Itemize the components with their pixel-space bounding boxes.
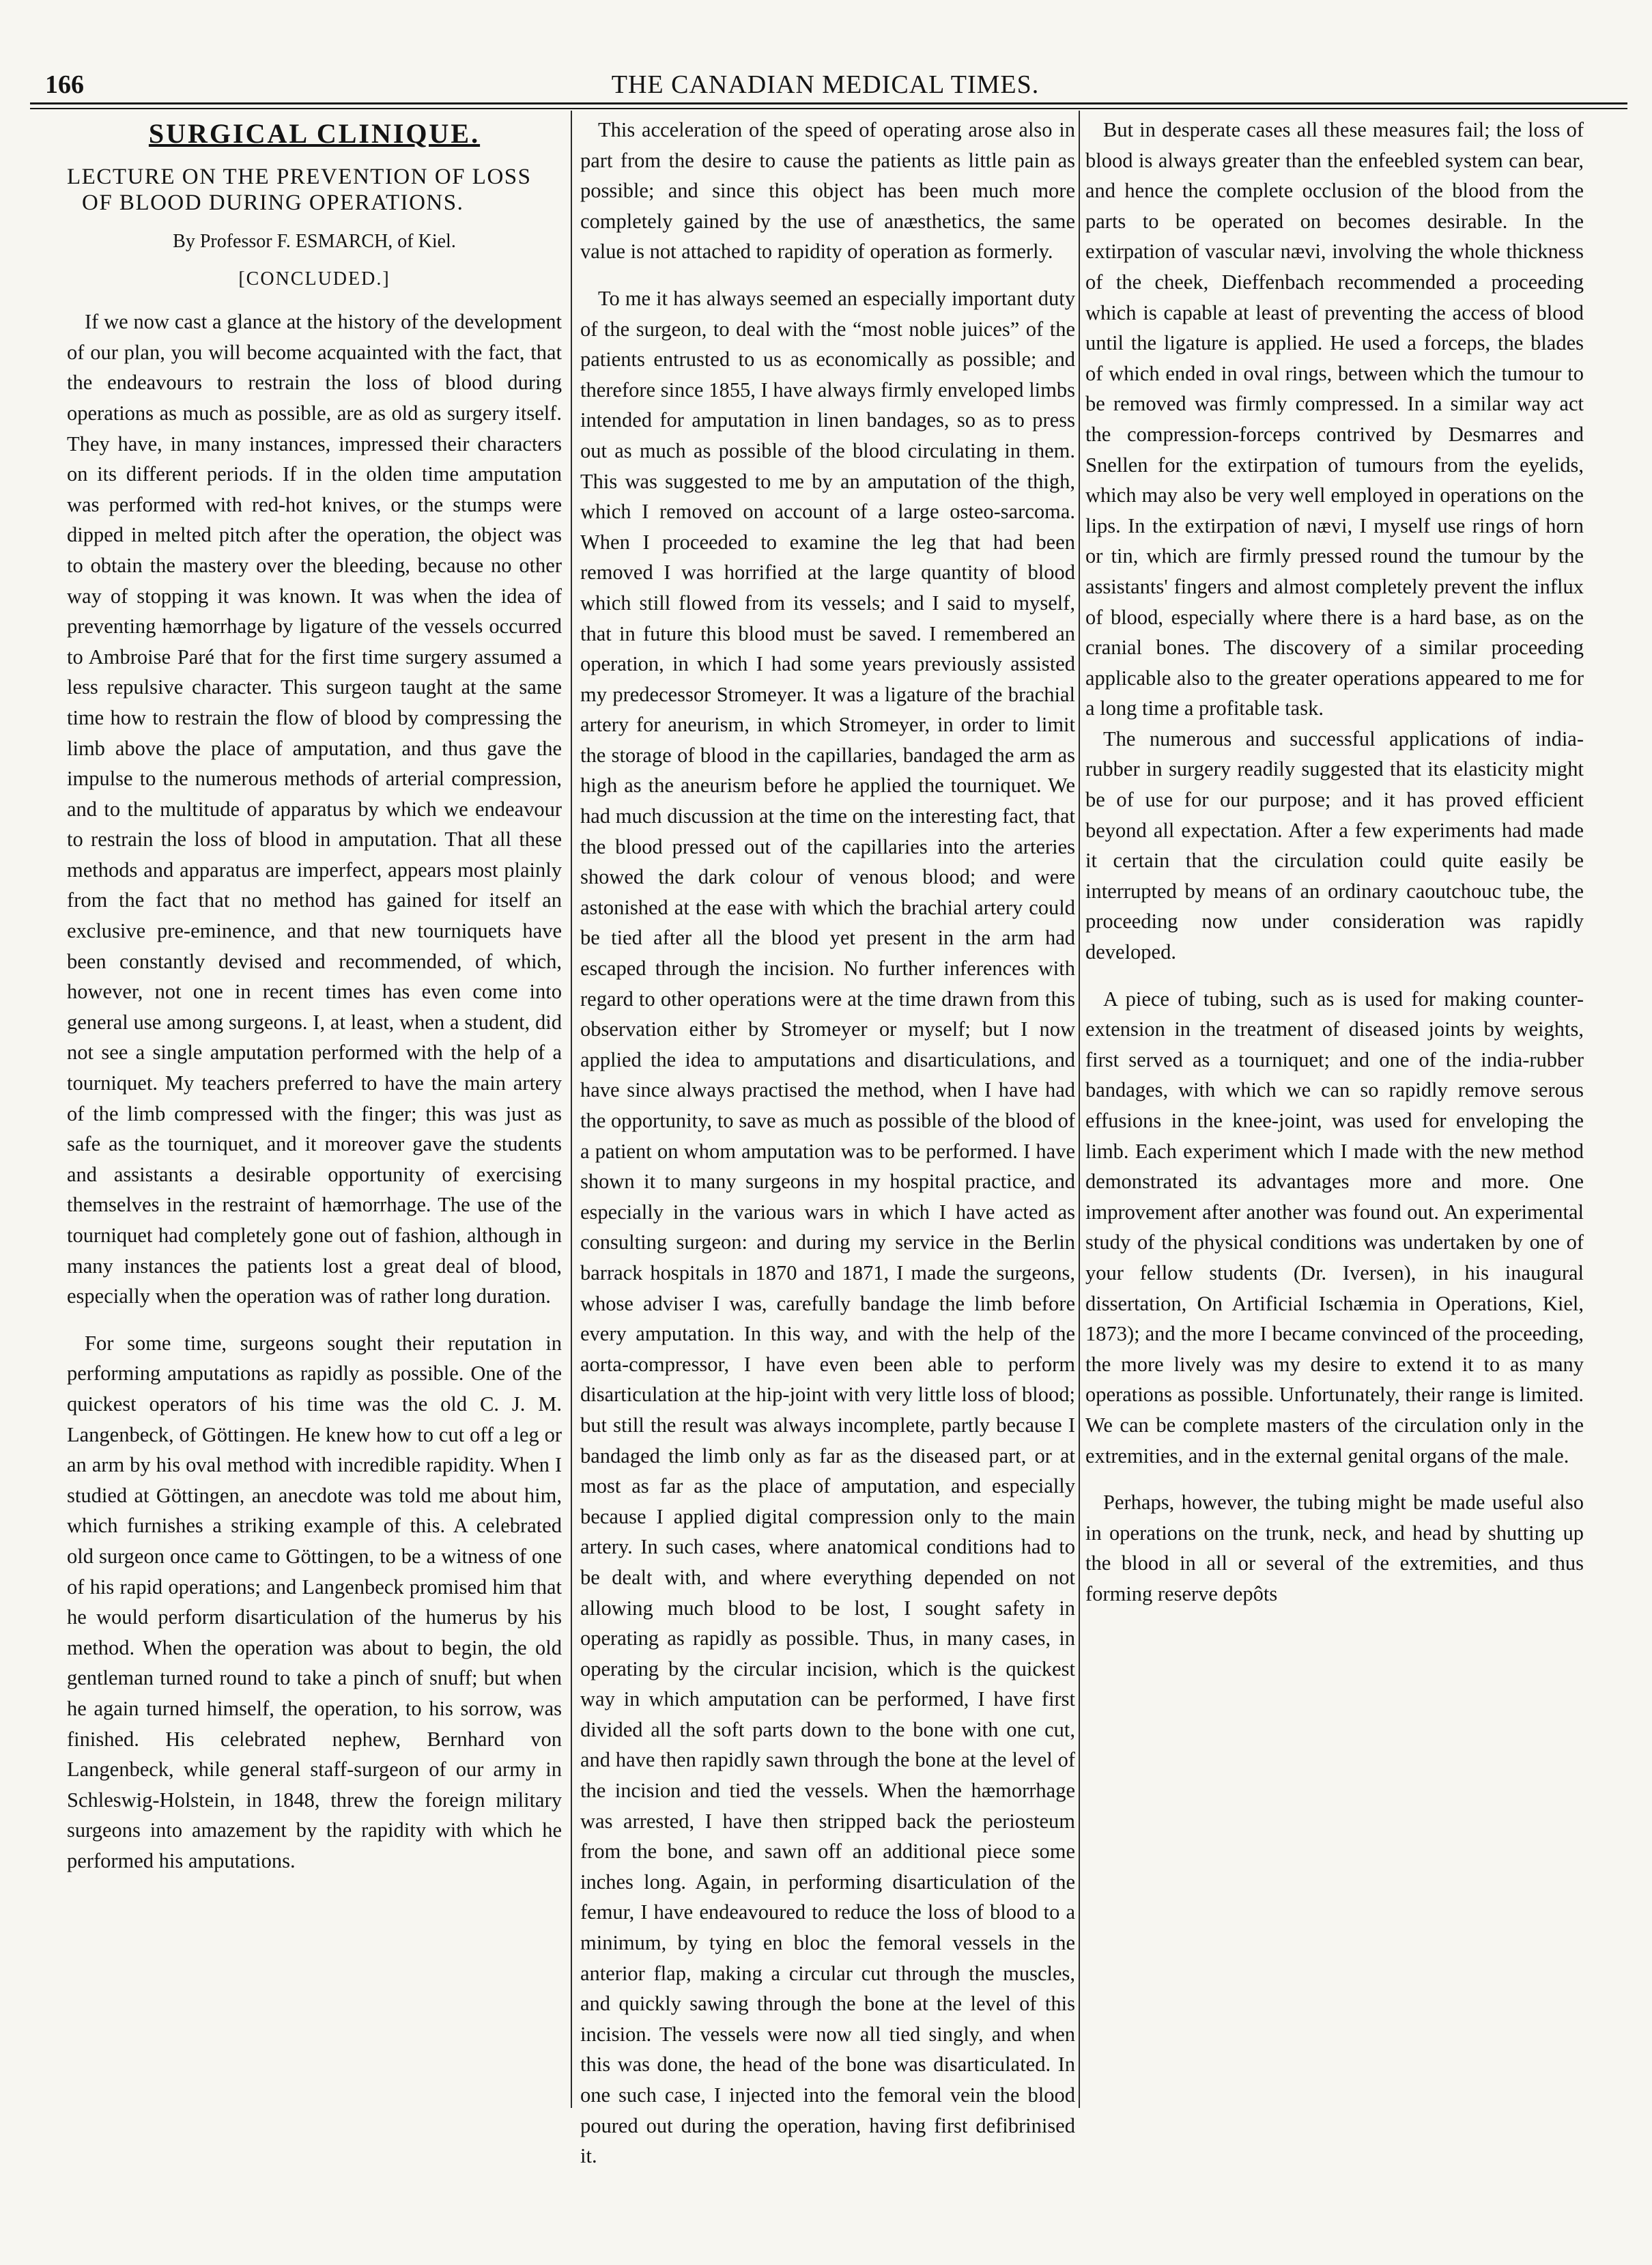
paragraph: A piece of tubing, such as is used for making counter-extension in the treatment of diseased joints by weights, first served as a tourniquet; and one of the india-rubber bandages, with which we can so rapidly remove serous effusions in the knee-joint, was used for enveloping the limb. Each experiment which I made with the new method demonstrated its advantages more and more. One improvement after another was found out. An experimental study of the physical conditions was undertaken by one of your fellow students (Dr. Iversen), in his inaugural dissertation, On Artificial Ischæmia in Operations, Kiel, 1873); and the more I became convinced of the proceeding, the more lively was my desire to extend it to as many operations as possible. Unfortunately, their range is limited. We can be complete masters of the circulation only in the extremities, and in the external genital organs of the male. — [1085, 987, 1584, 1467]
paragraph: But in desperate cases all these measures fail; the loss of blood is always greater than the enfeebled system can bear, and hence the complete occlusion of the blood from the parts to be operated on becomes desirable. In the extirpation of vascular nævi, involving the whole thickness of the cheek, Dieffenbach recommended a proceeding which is capable at least of preventing the access of blood until the ligature is applied. He used a forceps, the blades of which ended in oval rings, between which the tumour to be removed was firmly compressed. In a similar way act the compression-forceps contrived by Desmarres and Snellen for the extirpation of tumours from the eyelids, which may also be very well employed in operations on the lips. In the extirpation of nævi, I myself use rings of horn or tin, which are firmly pressed round the tumour by the assistants' fingers and almost completely prevent the influx of blood, especially where there is a hard base, as on the cranial bones. The discovery of a similar proceeding applicable also to the greater operations appeared to me for a long time a profitable task. — [1085, 118, 1584, 720]
header-rule-double — [30, 108, 1627, 109]
header-rule — [30, 102, 1627, 104]
column-divider — [1079, 111, 1080, 2108]
column-3 — [1085, 115, 1584, 2115]
paragraph: To me it has always seemed an especially important duty of the surgeon, to deal with the “most noble juices” of the patients entrusted to us as economically as possible; and therefore since 1855, I have always firmly enveloped limbs intended for amputation in linen bandages, so as to press out as much as possible of the blood circulating in them. This was suggested to me by an amputation of the thigh, which I removed on account of a large osteo-sarcoma. When I proceeded to examine the leg that had been removed I was horrified at the large quantity of blood which still flowed from its vessels; and I said to myself, that in future this blood must be saved. I remembered an operation, in which I had some years previously assisted my predecessor Stromeyer. It was a ligature of the brachial artery for aneurism, in which Stromeyer, in order to limit the storage of blood in the capillaries, bandaged the arm as high as the aneurism before he applied the tourniquet. We had much discussion at the time on the interesting fact, that the blood pressed out of the capillaries into the arteries showed the dark colour of venous blood; and were astonished at the ease with which the brachial artery could be tied after all the blood yet present in the arm had escaped through the incision. No further inferences with regard to other operations were at the time drawn from this observation either by Stromeyer or myself; but I now applied the idea to amputations and disarticulations, and have since always practised the method, when I have had the opportunity, to save as much as possible of the blood of a patient on whom amputation was to be performed. I have shown it to many surgeons in my hospital practice, and especially in the various wars in which I have acted as consulting surgeon: and during my service in the Berlin barrack hospitals in 1870 and 1871, I made the surgeons, whose adviser I was, carefully bandage the limb before every amputation. In this way, and with the help of the aorta-compressor, I have even been able to perform disarticulation at the hip-joint with very little loss of blood; but still the result was always incomplete, partly because I bandaged the limb only as far as the diseased part, or at most as far as the place of amputation, and especially because I applied digital compression only to the main artery. In such cases, where anatomical conditions had to be dealt with, and where everything depended on not allowing much blood to be lost, I sought safety in operating as rapidly as possible. Thus, in many cases, in operating by the circular incision, which is the quickest way in which amputation can be performed, I have first divided all the soft parts down to the bone with one cut, and have then rapidly sawn through the bone at the level of the incision and tied the vessels. When the hæmorrhage was arrested, I have then stripped back the periosteum from the bone, and sawn off an additional piece some inches long. Again, in performing disarticulation of the femur, I have endeavoured to reduce the loss of blood to a minimum, by tying en bloc the femoral vessels in the anterior flap, making a circular cut through the muscles, and quickly sawing through the bone at the level of this incision. The vessels were now all tied singly, and when this was done, the head of the bone was disarticulated. In one such case, I injected into the femoral vein the blood poured out during the operation, having first defibrinised it. — [580, 286, 1075, 2168]
status-note: [CONCLUDED.] — [238, 268, 390, 290]
column-divider — [571, 111, 572, 2108]
column-1 — [67, 115, 562, 2115]
paragraph: If we now cast a glance at the history of the development of our plan, you will become acquainted with the fact, that the endeavours to restrain the loss of blood during operations as much as possible, are as old as surgery itself. They have, in many instances, impressed their characters on its different periods. If in the olden time amputation was performed with red-hot knives, or the stumps were dipped in melted pitch after the operation, the object was to obtain the mastery over the bleeding, because no other way of stopping it was known. It was when the idea of preventing hæmorrhage by ligature of the vessels occurred to Ambroise Paré that for the first time surgery assumed a less repulsive character. This surgeon taught at the same time how to restrain the flow of blood by compressing the limb above the place of amputation, and thus gave the impulse to the numerous methods of arterial compression, and to the multitude of apparatus by which we endeavour to restrain the loss of blood in amputation. That all these methods and apparatus are imperfect, appears most plainly from the fact that no method has gained for itself an exclusive pre-eminence, and that new tourniquets have been constantly devised and recommended, of which, however, not one in recent times has even come into general use among surgeons. I, at least, when a student, did not see a single amputation performed with the help of a tourniquet. My teachers preferred to have the main artery of the limb compressed with the finger; this was just as safe as the tourniquet, and it moreover gave the students and assistants a desirable opportunity of exercising themselves in the restraint of hæmorrhage. The use of the tourniquet had completely gone out of fashion, although in many instances the patients lost a great deal of blood, especially when the operation was of rather long duration. — [67, 310, 562, 1308]
column-2 — [580, 115, 1075, 2168]
journal-title: THE CANADIAN MEDICAL TIMES. — [611, 70, 1040, 99]
paragraph: For some time, surgeons sought their reputation in performing amputations as rapidly as possible. One of the quickest operators of his time was the old C. J. M. Langenbeck, of Göttingen. He knew how to cut off a leg or an arm by his oval method with incredible rapidity. When I studied at Göttingen, an anecdote was told me about him, which furnishes a striking example of this. A celebrated old surgeon once came to Göttingen, to be a witness of one of his rapid operations; and Langenbeck promised him that he would perform disarticulation of the humerus by his method. When the operation was about to begin, the old gentleman turned round to take a pinch of snuff; but when he again turned himself, the operation, to his sorrow, was finished. His celebrated nephew, Bernhard von Langenbeck, while general staff-surgeon of our army in Schleswig-Holstein, in 1848, threw the foreign military surgeons into amazement by the rapidity with which he performed his amputations. — [67, 1331, 562, 1872]
paragraph: Perhaps, however, the tubing might be made useful also in operations on the trunk, neck, and head by shutting up the blood in all or several of the extremities, and thus forming reserve depôts — [1085, 1491, 1584, 1605]
section-title: SURGICAL CLINIQUE. — [148, 118, 481, 149]
page-number: 166 — [45, 70, 84, 99]
paragraph: This acceleration of the speed of operating arose also in part from the desire to cause the patients as little pain as possible; and since this object has been much more completely gained by the use of anæsthetics, the same value is not attached to rapidity of operation as formerly. — [580, 118, 1075, 264]
article-title: LECTURE ON THE PREVENTION OF LOSS OF BLOOD DURING OPERATIONS. — [67, 165, 532, 215]
paragraph: The numerous and successful applications of india-rubber in surgery readily suggested that its elasticity might be of use for our purpose; and it has proved efficient beyond all expectation. After a few experiments had made it certain that the circulation could quite easily be interrupted by means of an ordinary caoutchouc tube, the proceeding now under consideration was rapidly developed. — [1085, 727, 1584, 964]
running-head — [30, 68, 1621, 102]
byline: By Professor F. ESMARCH, of Kiel. — [173, 231, 456, 252]
